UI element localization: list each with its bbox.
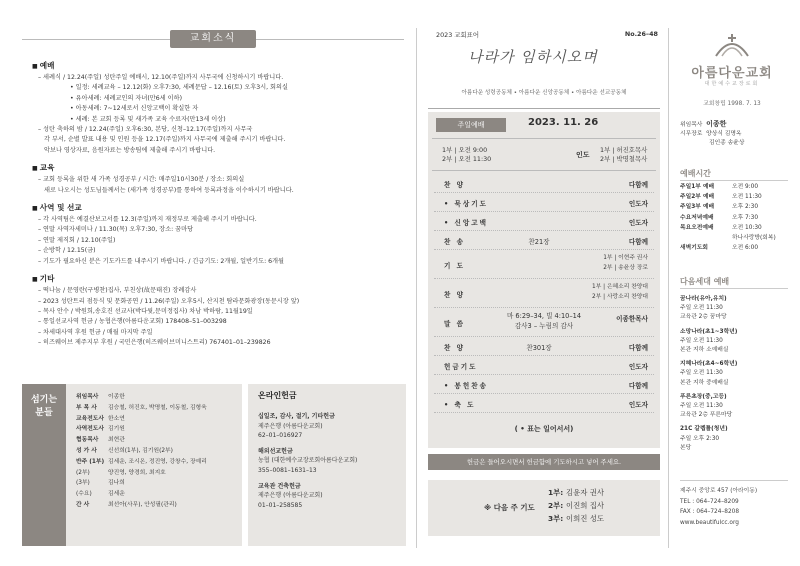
next-gen-list	[680, 290, 737, 453]
divider	[668, 28, 669, 548]
next-gen-time: 주일 오후 2:30	[680, 435, 720, 442]
staff-title-line1: 섬기는	[30, 395, 58, 405]
prayer-row	[548, 499, 604, 512]
order-row	[434, 174, 654, 193]
worship-time-row	[680, 182, 776, 192]
prayer-row	[548, 512, 604, 525]
order-item-content	[504, 311, 584, 331]
news-item: 각 부서, 순별 발표 내용 및 인원 등을 12.17(주일)까지 사무국에 제출해 주시기 바랍니다.	[44, 136, 286, 144]
next-gen-place: 본관 지하 중예배실	[680, 379, 729, 386]
divider	[416, 28, 417, 548]
worship-time-row	[680, 243, 776, 253]
divider	[680, 288, 788, 289]
worship-order-box	[428, 112, 660, 448]
staff-role: 반주 (1부)	[76, 458, 105, 465]
news-item: – 기도가 필요하신 분은 기도카드를 내주시기 바랍니다. / 긴급기도: 2개월, 일반기도: 6개월	[38, 257, 285, 265]
next-gen-place: 본관 지하 소예배실	[680, 347, 729, 354]
leaders	[600, 146, 647, 164]
worship-tag: 주일예배	[436, 118, 506, 132]
order-item-leader: 인도자	[628, 219, 648, 227]
staff-row	[76, 500, 207, 511]
news-item: – 각 사역팀은 예결산보고서를 12.3(주일)까지 재정부로 제출해 주시기 바랍니다.	[38, 216, 257, 224]
church-info-panel	[676, 28, 788, 548]
issue-number: No.26–48	[624, 30, 658, 38]
staff-role: (2부)	[76, 469, 90, 476]
order-item-leader: 인도자	[628, 401, 648, 409]
order-item-leader: 다함께	[628, 344, 648, 352]
staff-row	[76, 468, 207, 479]
staff-list	[76, 392, 207, 511]
news-item: – 순방학 / 12.15(금)	[38, 247, 96, 255]
prayer-person: 이진희 집사	[566, 501, 605, 510]
news-section-heading: ■ 기타	[32, 273, 404, 286]
leader-1: 1부 | 허진호목사	[600, 146, 648, 154]
worship-time-label: 새벽기도회	[680, 245, 708, 252]
order-row	[434, 375, 654, 394]
worship-time-value: 하나사랑방(회복)	[732, 235, 776, 242]
pastor-name: 이종한	[706, 120, 727, 128]
news-item: – 통일선교사역 헌금 / 농협은행(아름다운교회) 178408–51–003298	[38, 318, 227, 326]
worship-time-row	[680, 233, 776, 243]
staff-names: 김기원	[108, 426, 125, 433]
news-item: – 연말 제직회 / 12.10(주일)	[38, 236, 116, 244]
order-row	[434, 212, 654, 231]
order-item-leader: 이종한목사	[616, 315, 648, 323]
worship-time-value: 오전 6:00	[732, 245, 759, 252]
staff-row	[76, 435, 207, 446]
next-gen-heading: 지혜나라(초4~6학년)	[680, 361, 738, 368]
news-item: – 차세대사역 후원 헌금 / 매월 마지막 주일	[38, 328, 153, 336]
prayer-service: 3부:	[548, 514, 564, 523]
order-item-name: • 묵상기도	[444, 200, 488, 208]
news-item: – 히즈웨이브 제주지부 후원 / 국민은행(히즈웨이브미니스트리) 767401–01–239826	[38, 339, 271, 347]
order-item-name: • 축 도	[444, 401, 476, 409]
elder-names-1: 양상식 김명옥	[706, 131, 742, 137]
prayer-person: 이희진 성도	[566, 514, 605, 523]
news-item: 새로 나오시는 성도님들께서는 (새가족 성경공부)를 통하여 등록과정을 이수하시기 바랍니다.	[44, 186, 294, 194]
staff-role: (수요)	[76, 491, 92, 498]
order-item-name: 말 씀	[444, 320, 466, 328]
service-time-1: 1부 | 오전 9:00	[442, 146, 488, 154]
news-list	[32, 54, 404, 349]
prayer-service: 2부:	[548, 501, 564, 510]
leader-2: 2부 | 박명철목사	[600, 155, 648, 163]
news-item: – 2023 성탄트리 점등식 및 문화공연 / 11.26(주일) 오후5시, 산지천 탐라문화광장(동문시장 앞)	[38, 297, 300, 305]
staff-role: 협동목사	[76, 437, 99, 444]
order-item-leaders	[592, 282, 648, 302]
news-item: • 아동세례: 7~12세로서 신앙고백이 확실한 자	[70, 105, 199, 113]
worship-time-value: 오전 10:30	[732, 224, 762, 231]
worship-time-value: 오후 2:30	[732, 204, 759, 211]
order-item-content: 찬21장	[528, 238, 550, 246]
sermon-title: 감사3 – 누림의 감사	[514, 322, 574, 330]
order-item-leader: 다함께	[628, 238, 648, 246]
order-item-leader: 인도자	[628, 200, 648, 208]
news-item: – 연말 사역자세미나 / 11.30(목) 오후7:30, 장소: 꿈마당	[38, 226, 194, 234]
account-number: 01–01–258585	[258, 501, 303, 509]
order-row	[434, 250, 654, 279]
order-item-leaders	[603, 253, 648, 273]
denomination: 대한예수교장로회	[704, 81, 760, 87]
account-number: 355–0081–1631–13	[258, 466, 317, 474]
divider	[680, 180, 788, 181]
news-item: 악보나 영상자료, 음원자료는 방송팀에 제출해 주시기 바랍니다.	[44, 146, 216, 154]
news-item: – 떡나눔 / 문영란(구병찬)집사, 부친상(故문태진) 장례감사	[38, 287, 197, 295]
motto-sub: 아름다운 성령공동체 • 아름다운 신앙공동체 • 아름다운 선교공동체	[461, 90, 627, 96]
worship-panel	[428, 28, 660, 548]
staff-names: 김세운, 조시온, 정진영, 강창수, 장예리	[108, 458, 207, 465]
next-gen-heading: 소망나라(초1~3학년)	[680, 328, 738, 335]
order-item-content: 찬301장	[526, 344, 552, 352]
leader-2: 2부 | 송윤상 장로	[603, 265, 648, 271]
order-item-name: 기 도	[444, 262, 466, 270]
next-gen-place: 교육관 2층 푸른마당	[680, 412, 733, 419]
online-title: 온라인헌금	[258, 391, 297, 400]
staff-role: (3부)	[76, 480, 90, 487]
news-item: • 유아세례: 세례교인의 자녀(만6세 이하)	[70, 94, 183, 102]
online-list	[258, 406, 357, 510]
staff-role: 사역전도사	[76, 426, 104, 433]
next-gen-place: 본당	[680, 444, 692, 451]
church-logo-icon	[712, 32, 752, 58]
address: 제주시 중앙로 457 (아라이동)	[680, 488, 758, 494]
worship-time-label: 수요저녁예배	[680, 214, 714, 221]
order-item-name: 찬 송	[444, 238, 466, 246]
service-times	[442, 146, 491, 164]
worship-time-label: 주일1부 예배	[680, 184, 715, 190]
account-number: 62–01–016927	[258, 432, 303, 440]
staff-names: 신선희(1부), 김기원(2부)	[108, 447, 173, 454]
order-item-name: 찬 양	[444, 181, 466, 189]
news-title: 교회소식	[170, 30, 256, 48]
news-section-heading: ■ 교육	[32, 162, 404, 175]
news-item: • 세례: 본 교회 등록 및 새가족 교육 수료자(만13세 이상)	[70, 115, 226, 123]
standing-note: ( • 표는 일어서서)	[514, 425, 574, 433]
bank-name: 농협 (대한예수교장로회아름다운교회)	[258, 457, 358, 465]
online-offering-box	[248, 384, 406, 546]
order-row	[434, 193, 654, 212]
staff-names: 김승철, 허진호, 박명철, 이동철, 김형욱	[108, 404, 207, 411]
motto-label: 2023 교회표어	[436, 31, 479, 39]
elder-names-2: 김인종 송윤상	[709, 140, 745, 146]
bank-name: 제주은행 (아름다운교회)	[258, 422, 323, 430]
pastor-row	[680, 120, 744, 130]
divider	[432, 170, 656, 171]
next-gen-place: 교육관 2층 꿈마당	[680, 314, 727, 321]
next-gen-time: 주일 오전 11:30	[680, 337, 723, 344]
online-group-heading: 십일조, 감사, 절기, 기타헌금	[258, 413, 335, 420]
leader-2: 2부 | 사랑소리 찬양대	[592, 294, 648, 300]
news-section-heading: ■ 사역 및 선교	[32, 202, 404, 215]
service-time-2: 2부 | 오전 11:30	[442, 155, 492, 163]
order-item-name: 헌금기도	[444, 363, 478, 371]
staff-names: 최선아(사무), 안성필(관리)	[108, 501, 177, 508]
staff-title-line2: 분들	[35, 408, 53, 418]
staff-title	[22, 384, 66, 546]
next-gen-title: 다음세대 예배	[680, 277, 730, 286]
divider	[432, 138, 656, 139]
news-item: • 일정: 세례교육 – 12.12(화) 오후7:30, 세례문답 – 12.16(토) 오후3시, 회의실	[70, 84, 288, 92]
staff-role: 성 가 사	[76, 447, 97, 454]
divider	[428, 108, 660, 109]
prayer-person: 김윤자 권사	[566, 488, 605, 497]
next-gen-heading: 21C 갈렙틀(청년)	[680, 426, 728, 433]
fax: FAX : 064–724–8208	[680, 509, 740, 516]
website-link[interactable]: www.beautifulcc.org	[680, 519, 739, 526]
staff-row	[76, 392, 207, 403]
next-gen-time: 주일 오전 11:30	[680, 305, 723, 312]
next-gen-time: 주일 오전 11:30	[680, 403, 723, 410]
order-row	[434, 356, 654, 375]
staff-names: 김나희	[108, 480, 125, 487]
leader-1: 1부 | 이현주 권사	[603, 255, 648, 261]
next-gen-heading: 꿈나라(유아,유치)	[680, 296, 727, 302]
next-week-prayer	[428, 480, 660, 536]
bank-name: 제주은행 (아름다운교회)	[258, 492, 323, 500]
elder-label: 시무장로	[680, 131, 703, 137]
staff-names: 양진영, 양경희, 최지호	[108, 469, 166, 476]
worship-date: 2023. 11. 26	[528, 117, 599, 128]
staff-names: 최현관	[108, 437, 125, 444]
order-row	[434, 308, 654, 337]
staff-row	[76, 403, 207, 414]
contact-info	[680, 486, 757, 528]
church-name: 아름다운교회	[691, 66, 773, 81]
staff-box	[22, 384, 242, 546]
staff-role: 간 사	[76, 501, 90, 508]
staff-role: 위임목사	[76, 394, 99, 400]
telephone: TEL : 064–724–8209	[680, 498, 739, 505]
order-row	[434, 231, 654, 250]
order-item-leader: 다함께	[628, 181, 648, 189]
worship-time-row	[680, 213, 776, 223]
staff-row	[76, 424, 207, 435]
worship-time-row	[680, 192, 776, 202]
elder-row	[680, 130, 744, 139]
worship-time-value: 오후 7:30	[732, 214, 759, 221]
prayer-row	[548, 486, 604, 499]
worship-time-value: 오전 11:30	[732, 194, 762, 201]
offering-notice: 헌금은 들어오시면서 헌금함에 기도하시고 넣어 주세요.	[428, 454, 660, 470]
worship-time-label: 주일3부 예배	[680, 204, 715, 211]
news-item: – 세례식 / 12.24(주일) 성탄주일 예배시, 12.10(주일)까지 사무국에 신청하시기 바랍니다.	[38, 74, 284, 81]
staff-role: 교육전도사	[76, 415, 104, 422]
next-gen-heading: 푸른초장(중,고등)	[680, 393, 727, 400]
online-group-heading: 해외선교헌금	[258, 447, 293, 455]
news-item: – 교회 등록을 위한 새 가족 성경공부 / 시간: 매주일10시30분 / 장소: 회의실	[38, 176, 245, 184]
worship-time-row	[680, 223, 776, 233]
next-gen-time: 주일 오전 11:30	[680, 370, 723, 377]
founded-date: 교회창립 1998. 7. 13	[703, 101, 761, 107]
worship-time-row	[680, 202, 776, 212]
order-item-name: • 신앙고백	[444, 219, 488, 227]
news-item: – 목사 안수 / 박원희,송호진 선교사(박다윗,문미정집사) 차남 박하람, 11월19일	[38, 307, 253, 315]
motto-slogan: 나라가 임하시오며	[468, 48, 598, 66]
order-of-service	[428, 174, 660, 413]
order-row	[434, 337, 654, 356]
order-row	[434, 394, 654, 413]
staff-row	[76, 489, 207, 500]
prayer-title: ※ 다음 주 기도	[484, 503, 535, 512]
staff-names: 이종한	[108, 394, 125, 400]
staff-row	[76, 446, 207, 457]
news-section-heading: ■ 예배	[32, 60, 404, 73]
staff-row	[76, 478, 207, 489]
staff-names: 김세운	[108, 491, 125, 498]
leader-1: 1부 | 은혜소리 찬양대	[592, 284, 648, 290]
divider	[680, 480, 788, 481]
pastor-label: 위임목사	[680, 122, 703, 128]
worship-time-value: 오전 9:00	[732, 184, 759, 190]
worship-time-label: 주일2부 예배	[680, 194, 715, 201]
order-row	[434, 279, 654, 308]
worship-times-title: 예배시간	[680, 169, 711, 178]
news-item: – 성탄 축하의 밤 / 12.24(주일) 오후6:30, 본당, 신청–12.17(주일)까지 사무국	[38, 126, 253, 134]
staff-role: 부 목 사	[76, 404, 97, 411]
lead-label: 인도	[576, 151, 590, 159]
prayer-list	[548, 486, 604, 525]
order-item-leader: 다함께	[628, 382, 648, 390]
scripture: 마 6:29–34, 빌 4:10–14	[506, 312, 582, 320]
staff-names: 한소연	[108, 415, 125, 422]
worship-time-label: 목요오전예배	[680, 224, 714, 231]
pastors	[680, 120, 744, 148]
order-item-name: 찬 양	[444, 291, 466, 299]
worship-times	[680, 182, 776, 253]
staff-row	[76, 457, 207, 468]
order-item-name: 찬 양	[444, 344, 466, 352]
order-item-leader: 인도자	[628, 363, 648, 371]
order-item-name: • 봉헌찬송	[444, 382, 488, 390]
prayer-service: 1부:	[548, 488, 564, 497]
online-group-heading: 교육관 건축헌금	[258, 482, 301, 490]
staff-row	[76, 414, 207, 425]
